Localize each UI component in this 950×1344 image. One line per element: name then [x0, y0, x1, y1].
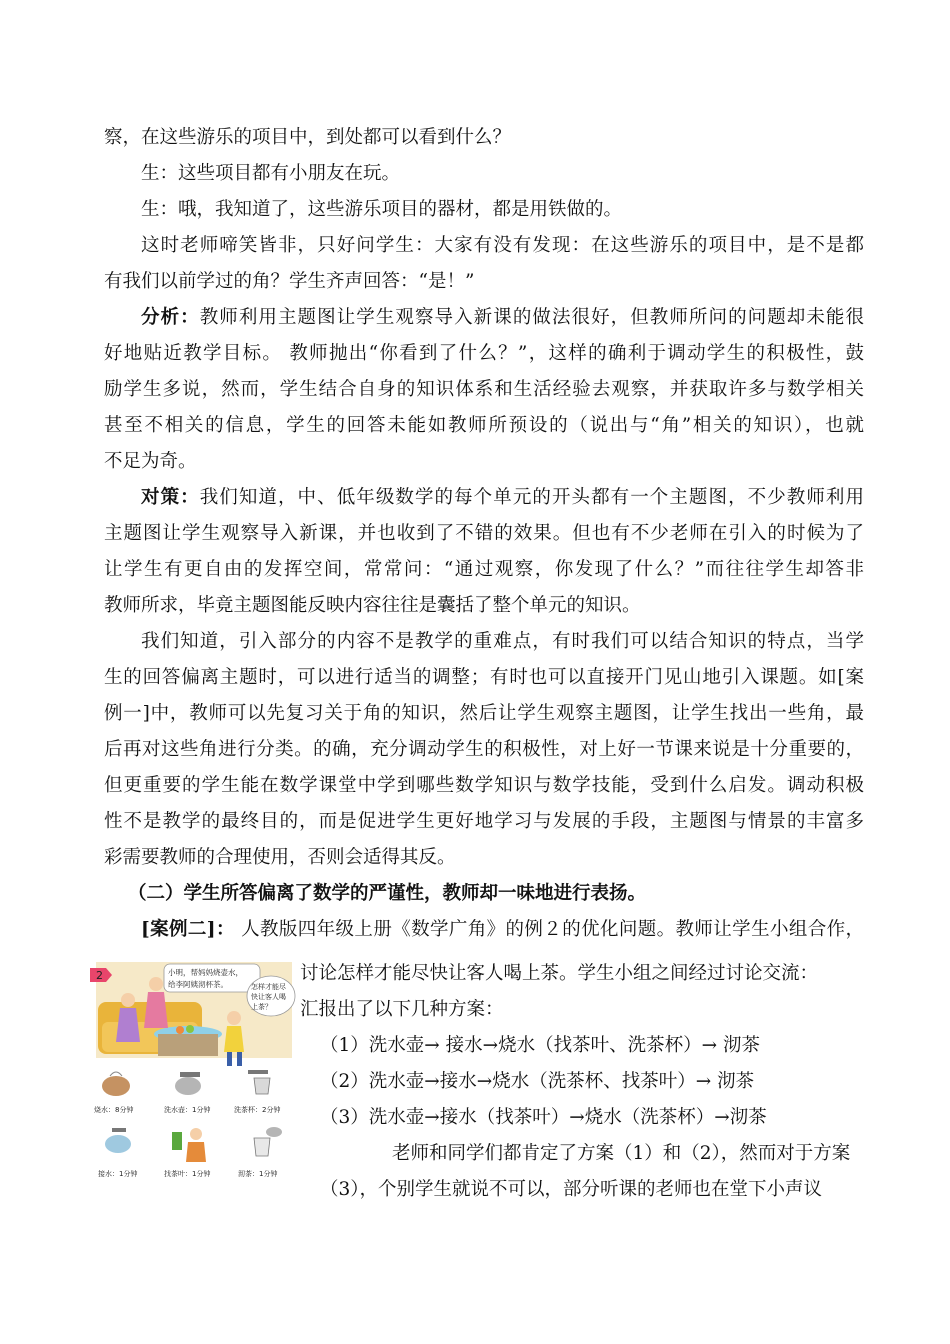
- boil-water-icon: [102, 1072, 130, 1096]
- text-line: 汇报出了以下几种方案：: [300, 999, 504, 1020]
- speech-bubble-boy: [247, 976, 295, 1016]
- find-tea-icon: [172, 1128, 206, 1162]
- case-two-paragraph: [141, 918, 864, 942]
- badge-number: 2: [96, 969, 103, 982]
- text-line: 生：哦，我知道了，这些游乐项目的器材，都是用铁做的。: [141, 199, 623, 220]
- text-line: 生的回答偏离主题时，可以进行适当的调整；有时也可以直接开门见山地引入课题。如[案: [104, 667, 864, 688]
- step-caption: 洗茶杯：2分钟: [234, 1106, 281, 1114]
- bubble-text: 快让客人喝: [251, 993, 286, 1001]
- text-line: 讨论怎样才能尽快让客人喝上茶。学生小组之间经过讨论交流：: [300, 963, 819, 984]
- text-line: 生：这些项目都有小朋友在玩。: [141, 163, 401, 184]
- speech-bubble-mother: [164, 964, 260, 992]
- text-line: 后再对这些角进行分类。的确，充分调动学生的积极性，对上好一节课来说是十分重要的，: [104, 739, 864, 760]
- text-line: （3），个别学生就说不可以，部分听课的老师也在堂下小声议: [320, 1179, 823, 1200]
- text-line: 我们知道，引入部分的内容不是教学的重难点，有时我们可以结合知识的特点，当学: [141, 631, 864, 652]
- bubble-text: 小明，帮妈妈烧壶水，: [168, 968, 243, 977]
- step-caption: 沏茶：1分钟: [238, 1170, 278, 1178]
- text-span: 人教版四年级上册《数学广角》的例２的优化问题。教师让学生小组合作，: [234, 919, 864, 940]
- text-line: 让学生有更自由的发挥空间，常常问：“通过观察，你发现了什么？”而往往学生却答非: [104, 559, 864, 580]
- text-span: 教师利用主题图让学生观察导入新课的做法很好，但教师所问的问题却未能很: [199, 307, 864, 328]
- text-line: 例一]中，教师可以先复习关于角的知识，然后让学生观察主题图，让学生找出一些角，最: [104, 703, 864, 724]
- step-caption: 洗水壶：1分钟: [164, 1106, 211, 1114]
- analysis-paragraph: [141, 306, 864, 330]
- wash-cup-icon: [248, 1070, 270, 1094]
- wash-kettle-icon: [175, 1072, 201, 1095]
- strategy-label: 对策：: [141, 487, 200, 508]
- step-caption: 烧水：8分钟: [94, 1106, 134, 1114]
- text-line: 不足为奇。: [104, 451, 197, 472]
- step-caption: 接水：1分钟: [98, 1170, 138, 1178]
- fill-water-icon: [105, 1128, 131, 1153]
- text-line: 这时老师啼笑皆非，只好问学生：大家有没有发现：在这些游乐的项目中，是不是都: [141, 235, 864, 256]
- case-label: [案例二]：: [141, 919, 235, 940]
- text-line: 甚至不相关的信息，学生的回答未能如教师所预设的（说出与“角”相关的知识），也就: [104, 415, 864, 436]
- textbook-illustration: [88, 962, 296, 1184]
- text-line: 励学生多说，然而，学生结合自身的知识体系和生活经验去观察，并获取许多与数学相关: [104, 379, 864, 400]
- text-line: 但更重要的学生能在数学课堂中学到哪些数学知识与数学技能，受到什么启发。调动积极: [104, 775, 864, 796]
- text-line: 有我们以前学过的角？学生齐声回答：“是！”: [104, 271, 475, 292]
- bubble-text: 怎样才能尽: [251, 983, 286, 991]
- plan-item: （3）洗水壶→接水（找茶叶）→烧水（洗茶杯）→沏茶: [320, 1107, 767, 1128]
- text-line: 好地贴近教学目标。 教师抛出“你看到了什么？”，这样的确利于调动学生的积极性，鼓: [104, 343, 864, 364]
- strategy-paragraph: [141, 486, 864, 510]
- make-tea-icon: [254, 1127, 282, 1156]
- text-line: 主题图让学生观察导入新课，并也收到了不错的效果。但也有不少老师在引入的时候为了: [104, 523, 864, 544]
- step-caption: 找茶叶：1分钟: [164, 1170, 211, 1178]
- bubble-text: 给李阿姨沏杯茶。: [168, 980, 228, 989]
- text-line: 老师和同学们都肯定了方案（1）和（2），然而对于方案: [392, 1143, 851, 1164]
- text-line: 教师所求，毕竟主题图能反映内容往往是囊括了整个单元的知识。: [104, 595, 641, 616]
- text-line: 察，在这些游乐的项目中，到处都可以看到什么？: [104, 127, 512, 148]
- plan-item: （1）洗水壶→ 接水→烧水（找茶叶、洗茶杯）→ 沏茶: [320, 1035, 761, 1056]
- plan-item: （2）洗水壶→接水→烧水（洗茶杯、找茶叶）→ 沏茶: [320, 1071, 755, 1092]
- text-line: 彩需要教师的合理使用，否则会适得其反。: [104, 847, 456, 868]
- analysis-label: 分析：: [141, 307, 200, 328]
- text-span: 我们知道，中、低年级数学的每个单元的开头都有一个主题图，不少教师利用: [199, 487, 864, 508]
- section-heading: （二）学生所答偏离了数学的严谨性，教师却一味地进行表扬。: [128, 883, 647, 904]
- bubble-text: 上茶？: [251, 1003, 272, 1011]
- coffee-table-icon: [154, 1025, 222, 1056]
- text-line: 性不是教学的最终目的，而是促进学生更好地学习与发展的手段，主题图与情景的丰富多: [104, 811, 864, 832]
